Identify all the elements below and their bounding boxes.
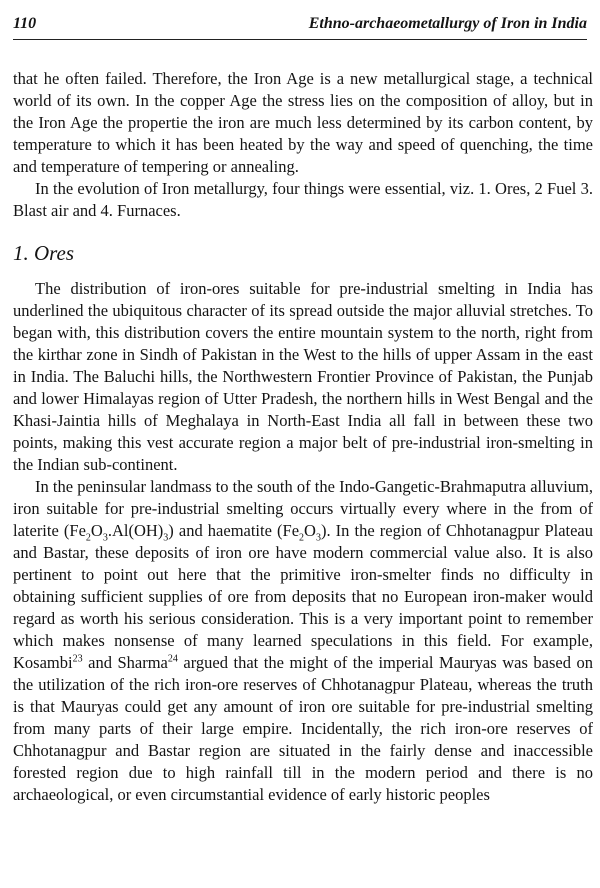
- subscript: 2: [299, 532, 305, 544]
- running-title: Ethno-archaeometallurgy of Iron in India: [308, 15, 587, 32]
- text-run: .Al(OH): [107, 521, 164, 540]
- subscript: 3: [163, 532, 169, 544]
- text-run: ). In the region of Chhotanagpur Plateau and Bastar, these deposits of iron ore have modern commercial value also. It is also pertinent to point out here that the primitive iron-smelter finds no difficulty in obtaining sufficient supplies of ore from deposits that no European iron-maker would regard as worth his serious consideration. This is a very important point to remember which makes nonsense of many learned speculations in this field. For example, Kosambi: [13, 521, 594, 672]
- subscript: 3: [102, 532, 108, 544]
- text-run: ) and haematite (Fe: [168, 521, 300, 540]
- paragraph-continuation: that he often failed. Therefore, the Iron Age is a new metallurgical stage, a technical world of its own. In the copper Age the stress lies on the composition of alloy, but in the Iron Age the propertie the iron are much less determined by its carbon content, by temperature to which it has been heated by the way and speed of quenching, the time and temperature of tempering or annealing.: [13, 69, 593, 176]
- section-heading-ores: 1. Ores: [13, 241, 75, 265]
- page-body: [13, 68, 593, 806]
- text-run: and Sharma: [82, 653, 168, 672]
- paragraph-essentials: In the evolution of Iron metallurgy, four things were essential, viz. 1. Ores, 2 Fuel 3. Blast air and 4. Furnaces.: [13, 179, 593, 220]
- text-run: In the peninsular landmass to the south of the Indo-Gangetic-Brahmaputra alluvium, iron suitable for pre-industrial smelting occurs virtually every where in the from of laterite (Fe: [13, 477, 593, 540]
- subscript: 3: [315, 532, 321, 544]
- text-run: argued that the might of the imperial Mauryas was based on the utilization of the rich iron-ore reserves of Chhotanagpur Plateau, whereas the truth is that Mauryas could get any amount of iron ore suitable for pre-industrial smelting from many parts of their large empire. Incidentally, the rich iron-ore reserves of Chhotanagpur and Bastar region are situated in the fairly dense and inaccessible forested region due to high rainfall till in the modern period and there is no archaeological, or even circumstantial evidence of early historic peoples: [13, 653, 593, 804]
- footnote-ref-24: 24: [167, 653, 178, 665]
- text-run: O: [90, 521, 103, 540]
- paragraph-distribution: The distribution of iron-ores suitable for pre-industrial smelting in India has underlined the ubiquitous character of its spread outside the major alluvial stretches. To began with, this distribution covers the entire mountain system to the north, right from the kirthar zone in Sindh of Pakistan in the West to the hills of upper Assam in the east in India. The Baluchi hills, the Northwestern Frontier Province of Pakistan, the Punjab and lower Himalayas region of Utter Pradesh, the northern hills in West Bengal and the Khasi-Jaintia hills of Meghalaya in North-East India all fall in between these two points, making this vest accurate region a major belt of pre-industrial iron-smelting in the Indian sub-continent.: [13, 279, 593, 474]
- running-header: [13, 13, 587, 40]
- page-number: 110: [13, 15, 37, 32]
- footnote-ref-23: 23: [72, 653, 83, 665]
- subscript: 2: [85, 532, 91, 544]
- paragraph-peninsular: [13, 476, 593, 806]
- text-run: O: [304, 521, 316, 540]
